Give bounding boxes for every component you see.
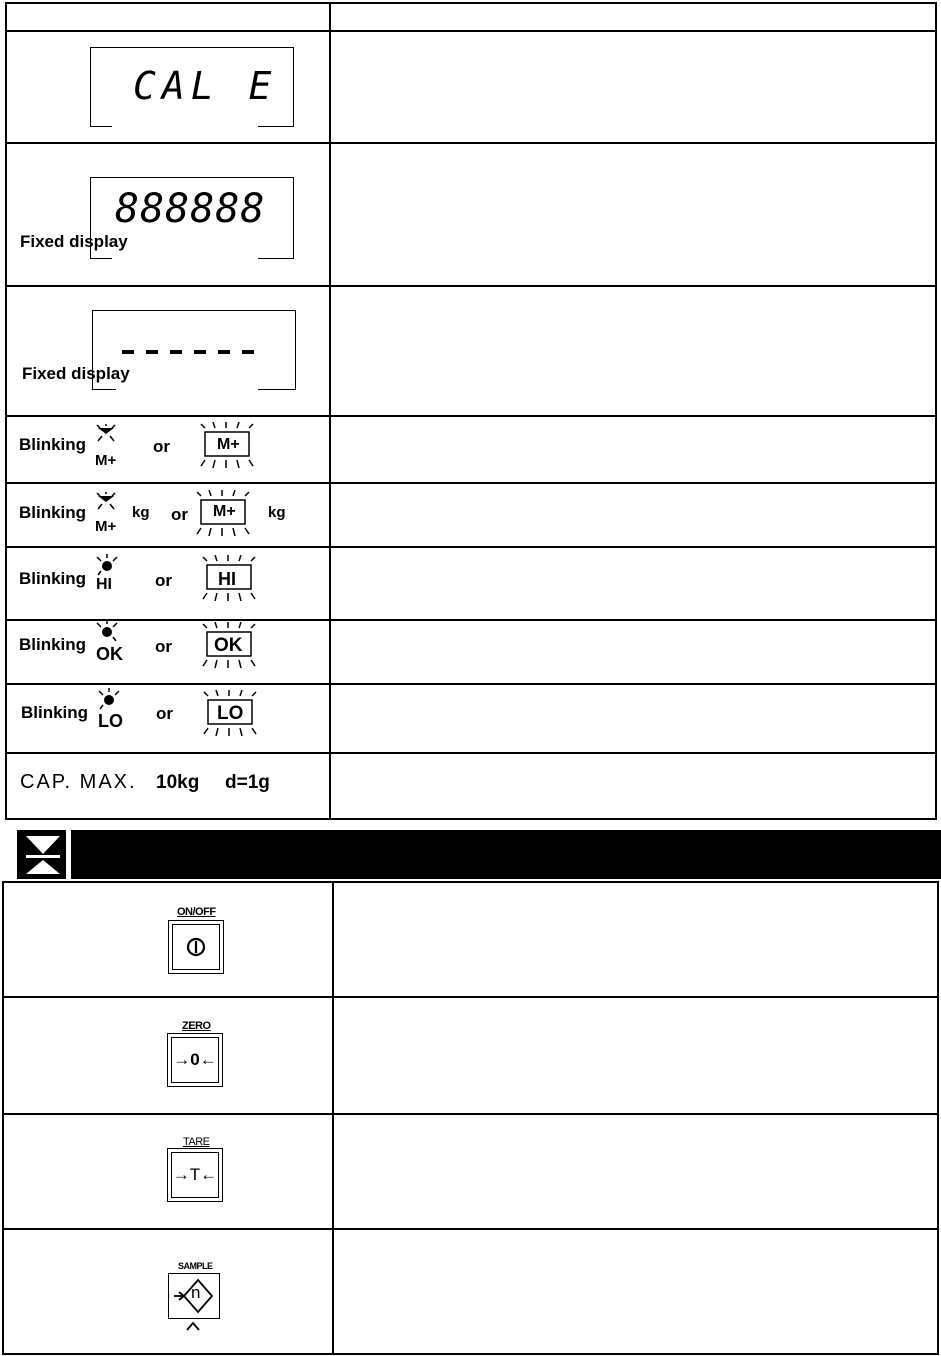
zero-key[interactable] xyxy=(167,1033,223,1087)
blinking-label: Blinking xyxy=(21,703,89,722)
section-header-bar xyxy=(17,830,941,879)
caret-up-icon xyxy=(186,1321,200,1331)
blinking-lamp-icon xyxy=(94,688,124,710)
blinking-label: Blinking xyxy=(19,435,87,454)
sample-key[interactable] xyxy=(168,1273,220,1319)
blinking-lamp-icon xyxy=(89,492,123,516)
blinking-label: Blinking xyxy=(19,569,87,588)
zero-key-caption: ZERO xyxy=(182,1020,211,1032)
capacity-value: 10kg xyxy=(156,772,200,793)
lamp-label: HI xyxy=(96,576,112,593)
unit-kg: kg xyxy=(268,504,286,521)
zero-key-symbol: →0← xyxy=(173,1050,217,1069)
tare-key-caption: TARE xyxy=(183,1136,210,1148)
lamp-label: OK xyxy=(96,644,123,664)
tare-key-symbol: →T← xyxy=(172,1165,218,1184)
box-label: M+ xyxy=(213,503,236,520)
sample-key-caption: SAMPLE xyxy=(178,1261,213,1271)
tare-key[interactable] xyxy=(167,1148,223,1202)
lcd-text-all-segments: 888888 xyxy=(115,186,266,232)
cap-max-label: CAP. MAX. xyxy=(20,771,137,793)
blinking-label: Blinking xyxy=(19,635,87,654)
or-text: or xyxy=(156,704,173,723)
lamp-label: M+ xyxy=(95,518,117,535)
lamp-label: M+ xyxy=(95,452,117,469)
or-text: or xyxy=(155,571,172,590)
fixed-display-note-2: Fixed display xyxy=(22,364,130,383)
unit-kg: kg xyxy=(132,504,150,521)
power-icon xyxy=(185,936,207,958)
box-label: LO xyxy=(217,703,244,724)
or-text: or xyxy=(155,637,172,656)
sample-key-symbol-text xyxy=(0,0,1,1)
blinking-lamp-icon xyxy=(89,424,123,448)
or-text: or xyxy=(153,437,170,456)
fixed-display-note-1: Fixed display xyxy=(20,232,128,251)
down-arrow-weight-icon xyxy=(24,834,62,876)
division-value: d=1g xyxy=(225,772,270,793)
or-text: or xyxy=(171,505,188,524)
lcd-text-cal: CAL E xyxy=(133,64,278,108)
box-label: HI xyxy=(218,569,236,589)
blinking-label: Blinking xyxy=(19,503,87,522)
sample-key-symbol: n xyxy=(191,1283,201,1302)
on-off-key[interactable] xyxy=(168,920,224,974)
lamp-label: LO xyxy=(98,711,123,731)
lcd-dashes xyxy=(120,343,260,361)
box-label: M+ xyxy=(217,436,240,453)
blinking-lamp-icon xyxy=(92,620,122,642)
blinking-lamp-icon xyxy=(92,554,122,576)
on-off-key-caption: ON/OFF xyxy=(177,906,216,918)
box-label: OK xyxy=(214,635,243,656)
